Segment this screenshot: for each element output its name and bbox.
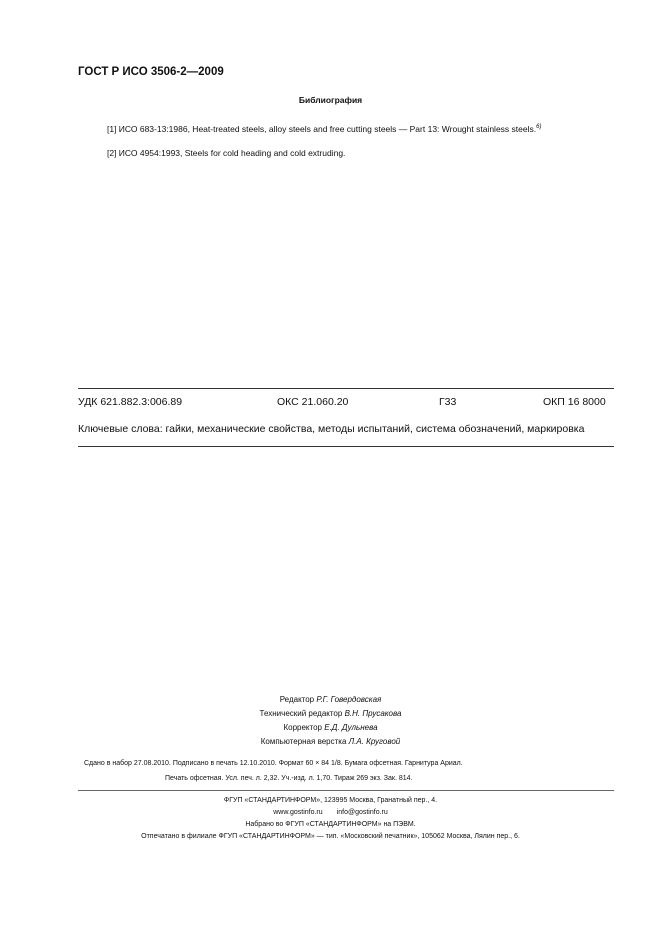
publisher-printed: Отпечатано в филиале ФГУП «СТАНДАРТИНФОРМ» — тип. «Московский печатник», 105062 Москва, Лялин пер., 6. <box>141 833 520 840</box>
bibliography-item-2: [2] ИСО 4954:1993, Steels for cold heading and cold extruding. <box>107 148 346 158</box>
editor-role: Технический редактор <box>259 709 343 718</box>
editor-role: Корректор <box>283 723 322 732</box>
editor-role: Компьютерная верстка <box>260 737 347 746</box>
editor-name: Р.Г. Говердовская <box>316 695 382 704</box>
editor-name: Л.А. Круговой <box>348 737 401 746</box>
editor-row <box>0 693 661 707</box>
editors-block <box>0 693 661 749</box>
publisher-web: www.gostinfo.ru <box>273 809 323 816</box>
publisher-email: info@gostinfo.ru <box>336 809 388 816</box>
editor-name: В.Н. Прусакова <box>344 709 402 718</box>
bibliography-title: Библиография <box>298 95 363 105</box>
bibliography-item-1-text: [1] ИСО 683-13:1986, Heat-treated steels, alloy steels and free cutting steels — Part 13: Wrought stainless steels. <box>107 124 537 134</box>
publisher-contacts <box>0 807 661 819</box>
bottom-rule <box>78 446 614 447</box>
publisher-address: ФГУП «СТАНДАРТИНФОРМ», 123995 Москва, Гранатный пер., 4. <box>223 797 438 804</box>
editor-role: Редактор <box>279 695 315 704</box>
editor-name: Е.Д. Дульнева <box>324 723 378 732</box>
publisher-block <box>0 795 661 843</box>
footnote-ref: 6) <box>536 124 542 130</box>
oks-code: ОКС 21.060.20 <box>277 396 349 408</box>
editor-row <box>0 735 661 749</box>
keywords: Ключевые слова: гайки, механические свойства, методы испытаний, система обозначений, маркировка <box>78 423 585 435</box>
print-info-line-1: Сдано в набор 27.08.2010. Подписано в печать 12.10.2010. Формат 60 × 84 1/8. Бумага офсетная. Гарнитура Ариал. <box>84 760 463 767</box>
publisher-rule <box>78 790 614 791</box>
top-rule <box>78 388 614 389</box>
group-code: Г33 <box>439 396 457 408</box>
editor-row <box>0 707 661 721</box>
publisher-typeset: Набрано во ФГУП «СТАНДАРТИНФОРМ» на ПЭВМ. <box>245 821 416 828</box>
bibliography-item-1 <box>78 121 614 135</box>
print-info-line-2: Печать офсетная. Усл. печ. л. 2,32. Уч.-изд. л. 1,70. Тираж 269 экз. Зак. 814. <box>165 775 413 782</box>
editor-row <box>0 721 661 735</box>
okp-code: ОКП 16 8000 <box>543 396 606 408</box>
standard-header: ГОСТ Р ИСО 3506-2—2009 <box>78 66 224 78</box>
udk-code: УДК 621.882.3:006.89 <box>78 396 183 408</box>
